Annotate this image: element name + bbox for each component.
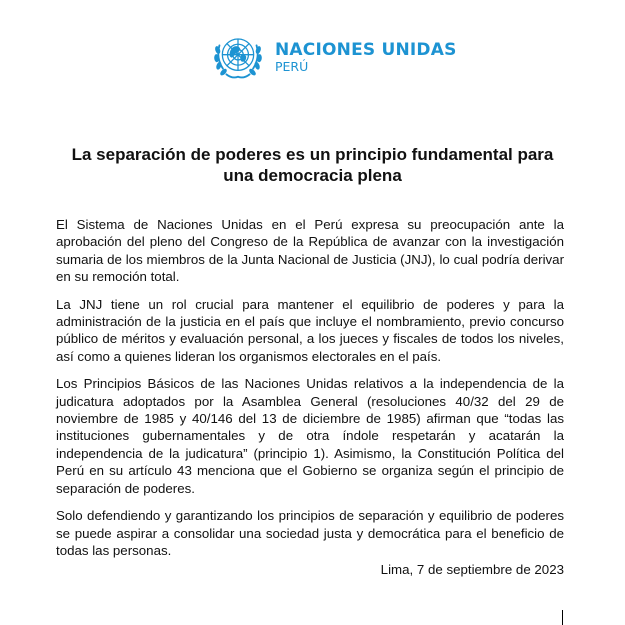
un-emblem-icon: [209, 28, 267, 86]
logo-text: [275, 41, 457, 74]
org-name: NACIONES UNIDAS: [275, 39, 457, 60]
paragraph-4: Solo defendiendo y garantizando los principios de separación y equilibrio de poderes se puede aspirar a consolidar una sociedad justa y democrática para el beneficio de todas las personas.: [56, 508, 564, 558]
document-title: [40, 144, 585, 186]
text-cursor: [562, 610, 563, 625]
document-date: Lima, 7 de septiembre de 2023: [380, 562, 564, 577]
paragraph-2: La JNJ tiene un rol crucial para mantener el equilibrio de poderes y para la administración de la justicia en el país que incluye el nombramiento, previo concurso público de méritos y evaluación personal, a los jueces y fiscales de todos los niveles, así como a quienes lideran los organismos electorales en el país.: [56, 296, 564, 364]
title-line-2: una democracia plena: [223, 166, 402, 185]
paragraph-3: Los Principios Básicos de las Naciones Unidas relativos a la independencia de la judicatura adoptados por la Asamblea General (resoluciones 40/32 del 29 de noviembre de 1985 y 40/146 del 13 de diciembre de 1985) afirman que “todas las instituciones gubernamentales y de otra índole respetarán y acatarán la independencia de la judicatura” (principio 1). Asimismo, la Constitución Política del Perú en su artículo 43 menciona que el Gobierno se organiza según el principio de separación de poderes.: [56, 376, 564, 496]
document-body: [56, 216, 564, 569]
country-name: PERÚ: [275, 58, 309, 74]
un-peru-logo: [209, 27, 457, 87]
paragraph-1: El Sistema de Naciones Unidas en el Perú expresa su preocupación ante la aprobación del pleno del Congreso de la República de avanzar con la investigación sumaria de los miembros de la Junta Nacional de Justicia (JNJ), lo cual podría derivar en su remoción total.: [56, 217, 564, 285]
title-line-1: La separación de poderes es un principio fundamental para: [71, 145, 554, 164]
